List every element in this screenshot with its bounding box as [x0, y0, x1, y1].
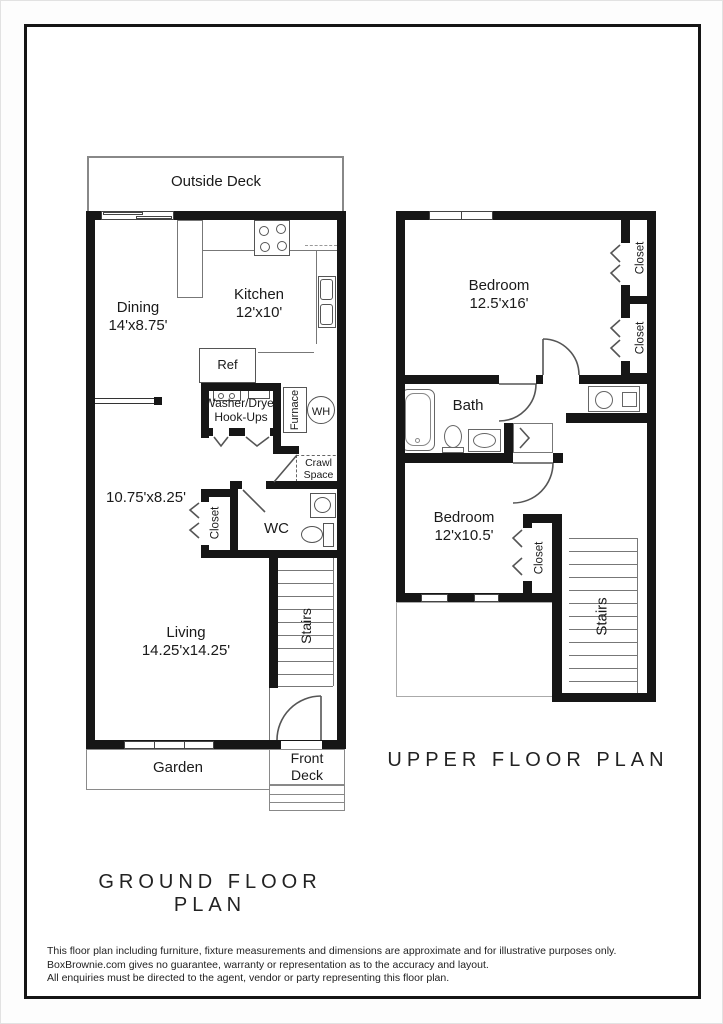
gf-sliding-panel-1	[103, 212, 143, 215]
bath-sink-bowl	[473, 433, 496, 448]
kitchen-name: Kitchen	[233, 286, 285, 303]
bathtub	[401, 389, 435, 451]
roof-outline	[396, 602, 553, 697]
uf-stairs-top-line	[569, 538, 637, 539]
bedroom1-door	[541, 335, 583, 379]
closet2-bifold-door	[608, 319, 622, 338]
uf-stairs-wall-south	[552, 693, 656, 702]
front-deck-steps	[269, 785, 345, 811]
sink-bowl	[320, 304, 333, 325]
closet2-wall-south	[621, 373, 656, 382]
garden-label: Garden	[152, 759, 204, 776]
bath-label: Bath	[452, 397, 484, 414]
stove-burner	[276, 224, 286, 234]
closet3-bifold-door	[510, 557, 524, 576]
stair-tread	[278, 583, 333, 584]
bedroom1-label	[454, 277, 544, 313]
laundry-wall-south-stub	[229, 428, 245, 436]
closet3-wall-stub	[523, 514, 532, 528]
kitchen-peninsula-counter	[177, 220, 203, 298]
vanity-sink	[595, 391, 613, 409]
front-doorway-gap	[281, 741, 322, 749]
stair-tread	[278, 674, 333, 675]
closet1-bifold-door	[608, 244, 622, 263]
stair-tread	[569, 668, 637, 669]
laundry-label	[199, 396, 283, 424]
front-door	[278, 687, 324, 741]
linen-bifold-door	[518, 426, 532, 450]
closet-label: Closet	[209, 506, 222, 540]
closet1-label: Closet	[634, 241, 647, 275]
laundry-wall-north	[201, 383, 281, 391]
window-mullion	[184, 742, 185, 748]
closet3-label: Closet	[533, 541, 546, 575]
bathtub-drain	[415, 438, 420, 443]
upper-floor-title: UPPER FLOOR PLAN	[387, 749, 669, 771]
bedroom1-dims: 12.5'x16'	[469, 295, 529, 312]
disclaimer-line2: BoxBrownie.com gives no guarantee, warranty or representation as to the accuracy and layout.	[47, 958, 489, 971]
closet1-wall-south	[621, 296, 656, 304]
flex-area-dims: 10.75'x8.25'	[106, 489, 186, 506]
uf-stairs-rail-line	[637, 538, 638, 693]
entry-divider-line	[269, 688, 270, 740]
step-line	[270, 802, 344, 803]
closet1-bifold-door	[608, 264, 622, 283]
laundry-label-line2: Hook-Ups	[214, 410, 268, 424]
uf-stairs-wall-west	[552, 514, 562, 702]
toilet-tank	[323, 523, 334, 547]
living-dims: 14.25'x14.25'	[141, 642, 231, 659]
dining-dims: 14'x8.75'	[108, 317, 168, 334]
wc-wall-south	[238, 550, 346, 558]
living-name: Living	[166, 624, 206, 641]
laundry-wall-south-stub	[270, 428, 281, 436]
kitchen-counter-edge-lower	[258, 352, 314, 353]
laundry-bifold-door	[213, 436, 229, 448]
vanity-wall-south	[566, 413, 656, 423]
bedroom2-window	[421, 594, 448, 602]
laundry-wall-south-stub	[201, 428, 213, 436]
bedroom1-wall-south	[396, 375, 499, 384]
disclaimer-line3: All enquiries must be directed to the agent, vendor or party representing this floor plan.	[47, 972, 450, 984]
kitchen-sink	[318, 276, 336, 328]
bath-door	[497, 380, 539, 426]
stove-burner	[260, 242, 270, 252]
bedroom2-door	[511, 461, 555, 507]
vanity-fixture	[622, 392, 637, 407]
window-mullion	[154, 742, 155, 748]
laundry-bifold-door	[245, 436, 270, 448]
wc-door	[242, 489, 268, 515]
stair-tread	[569, 681, 637, 682]
stair-tread	[569, 577, 637, 578]
bedroom1-name: Bedroom	[468, 277, 530, 294]
gf-stairs-label: Stairs	[297, 608, 314, 644]
closet-bifold-door	[187, 522, 201, 539]
ground-floor-plan	[86, 156, 346, 816]
bedroom2-dims: 12'x10.5'	[434, 527, 494, 544]
window-mullion	[461, 212, 462, 219]
closet2-label: Closet	[634, 321, 647, 355]
dining-label	[93, 299, 183, 335]
upper-floor-plan	[396, 211, 656, 711]
bedroom2-name: Bedroom	[433, 509, 495, 526]
water-heater-label: WH	[311, 406, 331, 418]
wc-wall-north-stub	[230, 481, 242, 489]
disclaimer	[47, 945, 677, 986]
stair-tread	[569, 564, 637, 565]
closet2-bifold-door	[608, 339, 622, 358]
kitchen-dims: 12'x10'	[235, 304, 283, 321]
kitchen-label	[214, 286, 304, 322]
kitchen-cabinet-dashed-line	[305, 245, 337, 247]
front-deck-label: Front Deck	[290, 750, 324, 783]
bath-sink	[468, 429, 501, 452]
half-wall-railing	[95, 398, 156, 404]
gf-south-window	[124, 741, 214, 749]
toilet-bowl	[444, 425, 462, 448]
gf-sliding-panel-2	[136, 216, 172, 219]
disclaimer-line1: This floor plan including furniture, fixture measurements and dimensions are approximate and for illustrative purposes only.	[47, 945, 617, 957]
stove-burner	[277, 241, 287, 251]
step-line	[270, 794, 344, 795]
stair-tread	[569, 551, 637, 552]
wc-label: WC	[264, 520, 289, 537]
linen-wall-stub	[504, 423, 513, 453]
wc-sink	[310, 493, 336, 518]
gf-stairs-rail-line	[333, 558, 334, 686]
dining-name: Dining	[116, 299, 160, 316]
stair-tread	[278, 570, 333, 571]
stove-burner	[259, 226, 269, 236]
vanity-counter	[588, 386, 640, 412]
wc-sink-bowl	[314, 497, 331, 513]
uf-wall-west	[396, 211, 405, 602]
stair-tread	[278, 661, 333, 662]
kitchen-counter-edge-right	[316, 251, 317, 344]
ground-floor-title: GROUND FLOOR PLAN	[98, 871, 322, 916]
bedroom2-label	[419, 509, 509, 545]
laundry-label-line1: Washer/Dryer	[204, 396, 278, 410]
closet-wall-east	[230, 489, 238, 558]
bedroom2-wall-north	[396, 453, 513, 463]
toilet-bowl	[301, 526, 323, 543]
gf-wall-west	[86, 211, 95, 749]
crawl-space-label: Crawl Space	[303, 457, 334, 481]
furnace-label: Furnace	[289, 389, 302, 431]
uf-north-window	[429, 211, 493, 220]
stair-tread	[569, 655, 637, 656]
stove	[254, 220, 290, 256]
closet3-bifold-door	[510, 529, 524, 548]
gf-stairs-wall-west	[269, 558, 278, 688]
uf-stairs-label: Stairs	[593, 596, 611, 636]
half-wall-end-post	[154, 397, 162, 405]
bedroom2-window	[474, 594, 499, 602]
sink-bowl	[320, 279, 333, 300]
living-label	[141, 624, 231, 660]
outside-deck-label: Outside Deck	[170, 173, 262, 190]
ref-label: Ref	[217, 357, 238, 372]
